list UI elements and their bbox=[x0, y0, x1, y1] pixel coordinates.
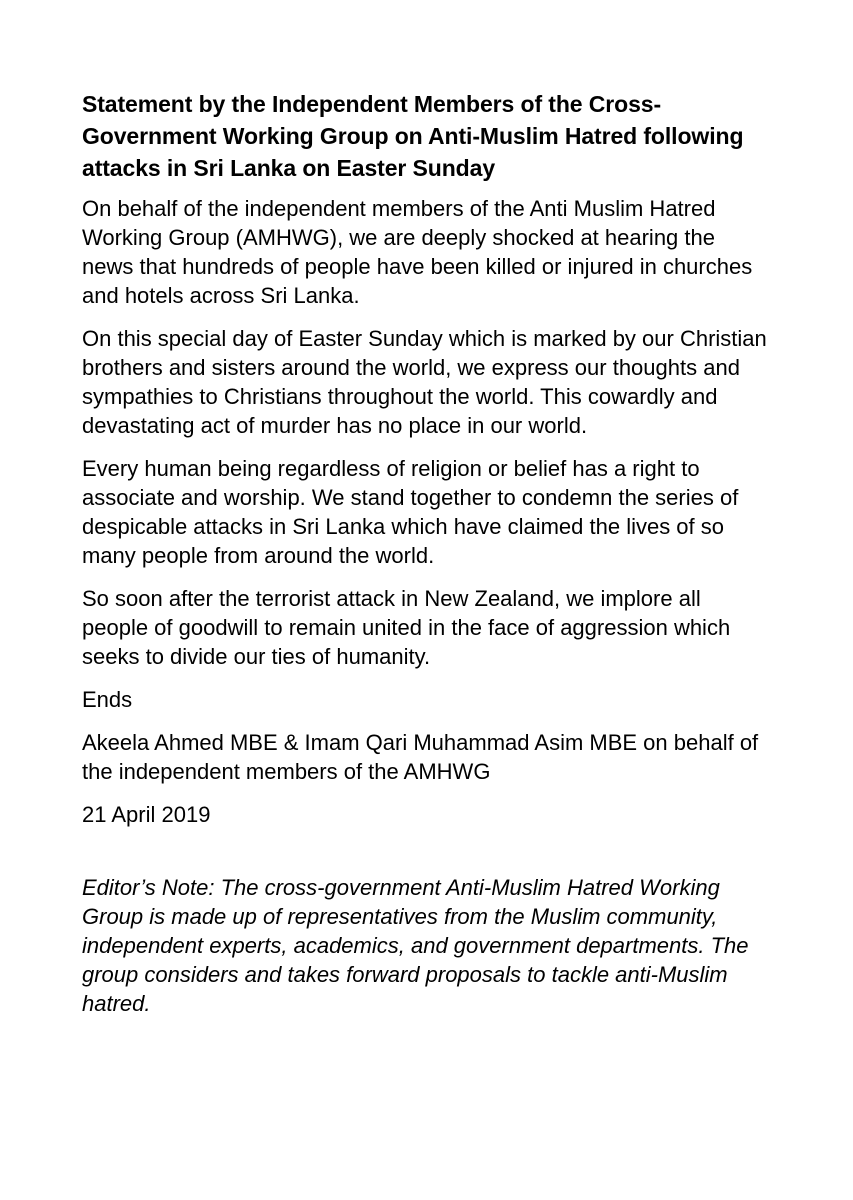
signature: Akeela Ahmed MBE & Imam Qari Muhammad Asim MBE on behalf of the independent members of the AMHWG bbox=[82, 730, 759, 784]
statement-date: 21 April 2019 bbox=[82, 802, 211, 827]
editor-note: Editor’s Note: The cross-government Anti-Muslim Hatred Working Group is made up of representatives from the Muslim community, independent experts, academics, and government departments. The group considers and takes forward proposals to tackle anti-Muslim hatred. bbox=[82, 875, 749, 1016]
paragraph-solidarity: Every human being regardless of religion or belief has a right to associate and worship. We stand together to condemn the series of despicable attacks in Sri Lanka which have claimed the lives of so many people from around the world. bbox=[82, 456, 739, 568]
paragraph-new-zealand: So soon after the terrorist attack in New Zealand, we implore all people of goodwill to remain united in the face of aggression which seeks to divide our ties of humanity. bbox=[82, 586, 731, 669]
statement-title: Statement by the Independent Members of the Cross-Government Working Group on Anti-Muslim Hatred following attacks in Sri Lanka on Easter Sunday bbox=[82, 91, 744, 181]
statement-document bbox=[82, 88, 772, 1018]
section-spacer bbox=[82, 843, 772, 873]
ends-marker: Ends bbox=[82, 687, 133, 712]
paragraph-easter: On this special day of Easter Sunday which is marked by our Christian brothers and sisters around the world, we express our thoughts and sympathies to Christians throughout the world. This cowardly and devastating act of murder has no place in our world. bbox=[82, 326, 767, 438]
paragraph-condolence: On behalf of the independent members of the Anti Muslim Hatred Working Group (AMHWG), we are deeply shocked at hearing the news that hundreds of people have been killed or injured in churches and hotels across Sri Lanka. bbox=[82, 196, 753, 308]
